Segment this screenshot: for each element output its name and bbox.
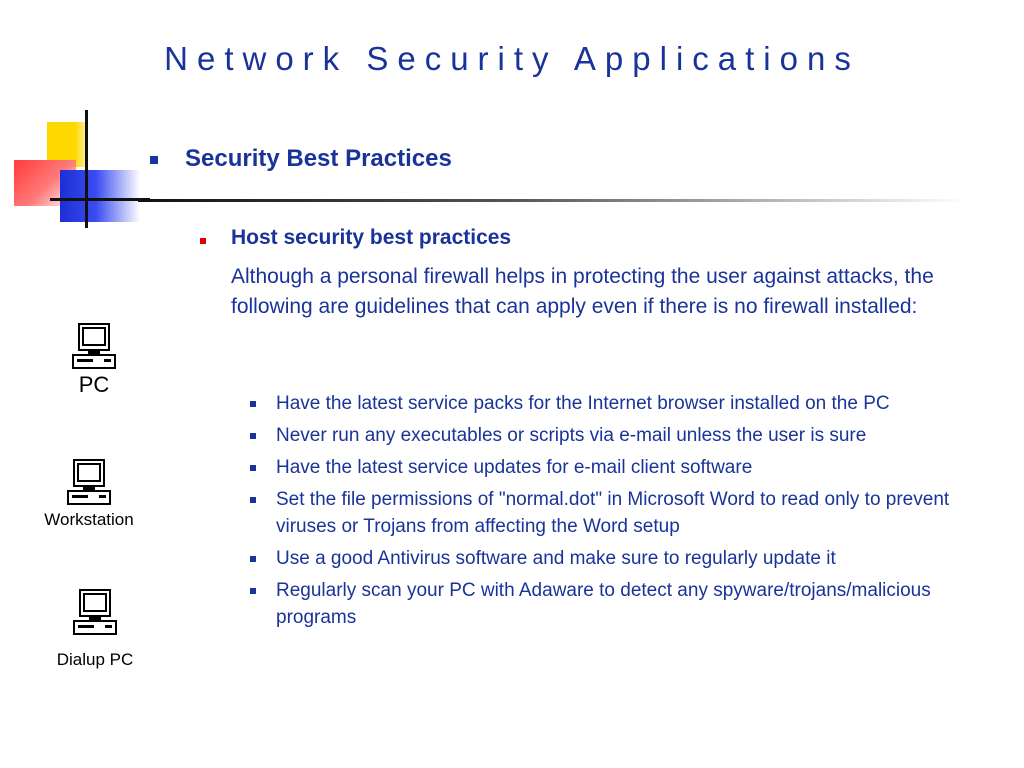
square-bullet-icon: [250, 588, 256, 594]
square-bullet-icon: [250, 401, 256, 407]
dialup-pc-label: Dialup PC: [56, 650, 134, 669]
computer-icon: [70, 322, 118, 370]
slide-title: Network Security Applications: [164, 40, 860, 77]
list-item: [250, 454, 950, 481]
logo-blue-square: [60, 170, 140, 222]
logo-vertical-line: [85, 110, 88, 228]
square-bullet-icon: [250, 556, 256, 562]
red-square-bullet-icon: [200, 238, 206, 244]
intro-paragraph: Although a personal firewall helps in protecting the user against attacks, the following are guidelines that can apply even if there is no firewall installed:: [231, 265, 934, 318]
decorative-logo: [10, 110, 150, 230]
list-item: [250, 422, 950, 449]
list-item-text: Have the latest service packs for the Internet browser installed on the PC: [276, 393, 890, 414]
list-item: [250, 545, 950, 572]
section-heading: Security Best Practices: [185, 145, 452, 172]
list-item-text: Set the file permissions of "normal.dot" in Microsoft Word to read only to prevent viruses or Trojans from affecting the Word setup: [276, 489, 950, 537]
square-bullet-icon: [250, 497, 256, 503]
dialup-pc-node: [40, 588, 150, 670]
subsection-heading: Host security best practices: [231, 226, 512, 249]
square-bullet-icon: [250, 465, 256, 471]
list-item: [250, 577, 950, 631]
pc-node: [44, 322, 144, 398]
square-bullet-icon: [150, 156, 158, 164]
computer-icon: [71, 588, 119, 636]
list-item-text: Have the latest service updates for e-mail client software: [276, 457, 753, 478]
list-item-text: Use a good Antivirus software and make sure to regularly update it: [276, 548, 836, 569]
list-item: [250, 486, 950, 540]
pc-label: PC: [78, 372, 110, 397]
logo-horizontal-line: [50, 198, 150, 201]
list-item-text: Regularly scan your PC with Adaware to detect any spyware/trojans/malicious programs: [276, 580, 931, 628]
workstation-node: [30, 458, 148, 530]
list-item-text: Never run any executables or scripts via e-mail unless the user is sure: [276, 425, 867, 446]
list-item: [250, 390, 950, 417]
guidelines-list: [250, 390, 950, 636]
computer-icon: [65, 458, 113, 506]
title-divider: [138, 199, 968, 202]
square-bullet-icon: [250, 433, 256, 439]
workstation-label: Workstation: [44, 510, 134, 529]
